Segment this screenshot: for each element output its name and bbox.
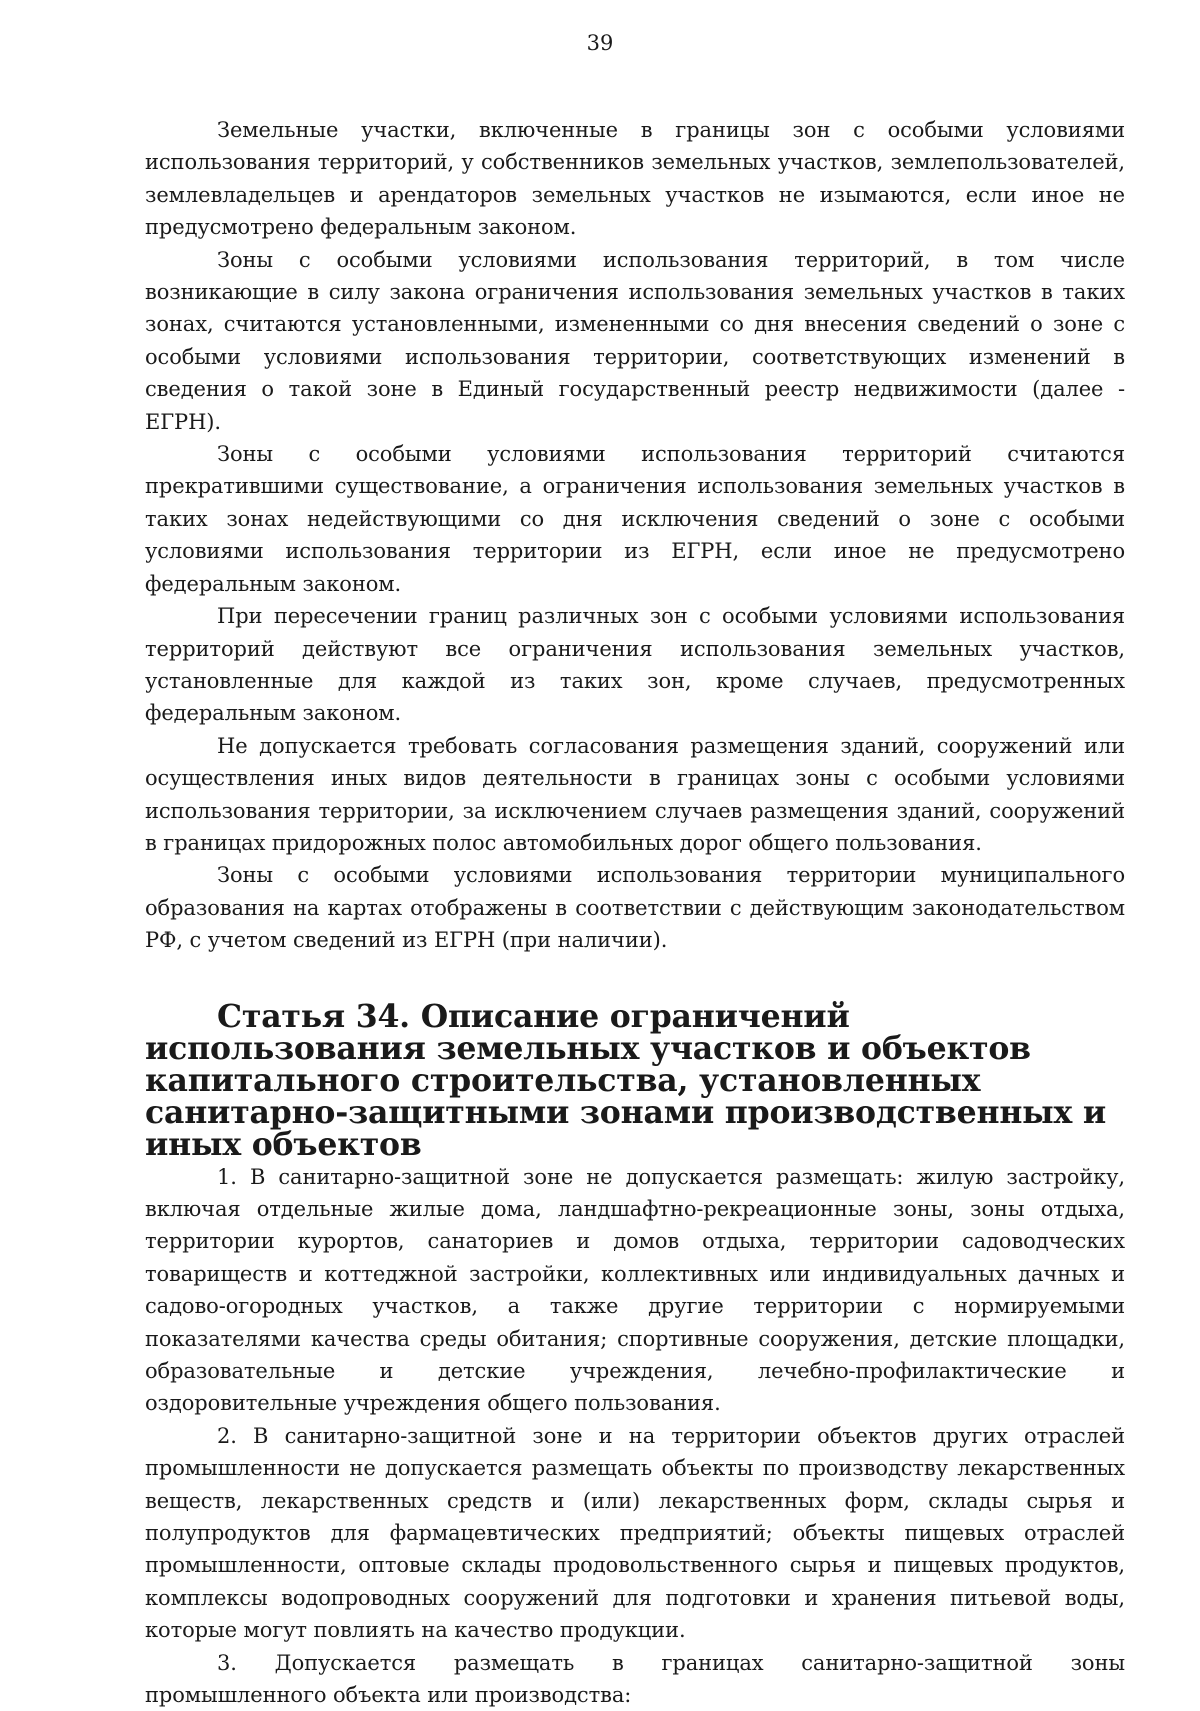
paragraph: Земельные участки, включенные в границы зон с особыми условиями использования территорий, у собственников земельных участков, землепользователей, землевладельцев и арендаторов земельных участков не изымаются, если иное не предусмотрено федеральным законом. xyxy=(145,118,1125,240)
paragraph: Не допускается требовать согласования размещения зданий, сооружений или осуществления иных видов деятельности в границах зоны с особыми условиями использования территории, за исключением случаев размещения зданий, сооружений в границах придорожных полос автомобильных дорог общего пользования. xyxy=(145,733,1125,855)
article-paragraph: 2. В санитарно-защитной зоне и на территории объектов других отраслей промышленности не допускается размещать объекты по производству лекарственных веществ, лекарственных средств и (или) лекарственных форм, склады сырья и полупродуктов для фармацевтических предприятий; объекты пищевых отраслей промышленности, оптовые склады продовольственного сырья и пищевых продуктов, комплексы водопроводных сооружений для подготовки и хранения питьевой воды, которые могут повлиять на качество продукции. xyxy=(145,1423,1125,1643)
paragraph: При пересечении границ различных зон с особыми условиями использования территорий действуют все ограничения использования земельных участков, установленные для каждой из таких зон, кроме случаев, предусмотренных федеральным законом. xyxy=(145,604,1125,726)
paragraph: Зоны с особыми условиями использования территорий считаются прекратившими существование, а ограничения использования земельных участков в таких зонах недействующими со дня исключения сведений о зоне с особыми условиями использования территории из ЕГРН, если иное не предусмотрено федеральным законом. xyxy=(145,442,1125,596)
document-body xyxy=(145,114,1125,1711)
paragraph: Зоны с особыми условиями использования территории муниципального образования на картах отображены в соответствии с действующим законодательством РФ, с учетом сведений из ЕГРН (при наличии). xyxy=(145,863,1125,953)
article-paragraph: 3. Допускается размещать в границах санитарно-защитной зоны промышленного объекта или производства: xyxy=(145,1650,1125,1708)
paragraph: Зоны с особыми условиями использования территорий, в том числе возникающие в силу закона ограничения использования земельных участков в таких зонах, считаются установленными, измененными со дня внесения сведений о зоне с особыми условиями использования территории, соответствующих изменений в сведения о такой зоне в Единый государственный реестр недвижимости (далее - ЕГРН). xyxy=(145,247,1125,434)
article-paragraph: 1. В санитарно-защитной зоне не допускается размещать: жилую застройку, включая отдельные жилые дома, ландшафтно-рекреационные зоны, зоны отдыха, территории курортов, санаториев и домов отдыха, территории садоводческих товариществ и коттеджной застройки, коллективных или индивидуальных дачных и садово-огородных участков, а также другие территории с нормируемыми показателями качества среды обитания; спортивные сооружения, детские площадки, образовательные и детские учреждения, лечебно-профилактические и оздоровительные учреждения общего пользования. xyxy=(145,1164,1125,1416)
page-number: 39 xyxy=(586,31,614,55)
article-heading: Статья 34. Описание ограничений использования земельных участков и объектов капитального строительства, установленных санитарно-защитными зонами производственных и иных объектов xyxy=(145,997,1107,1163)
